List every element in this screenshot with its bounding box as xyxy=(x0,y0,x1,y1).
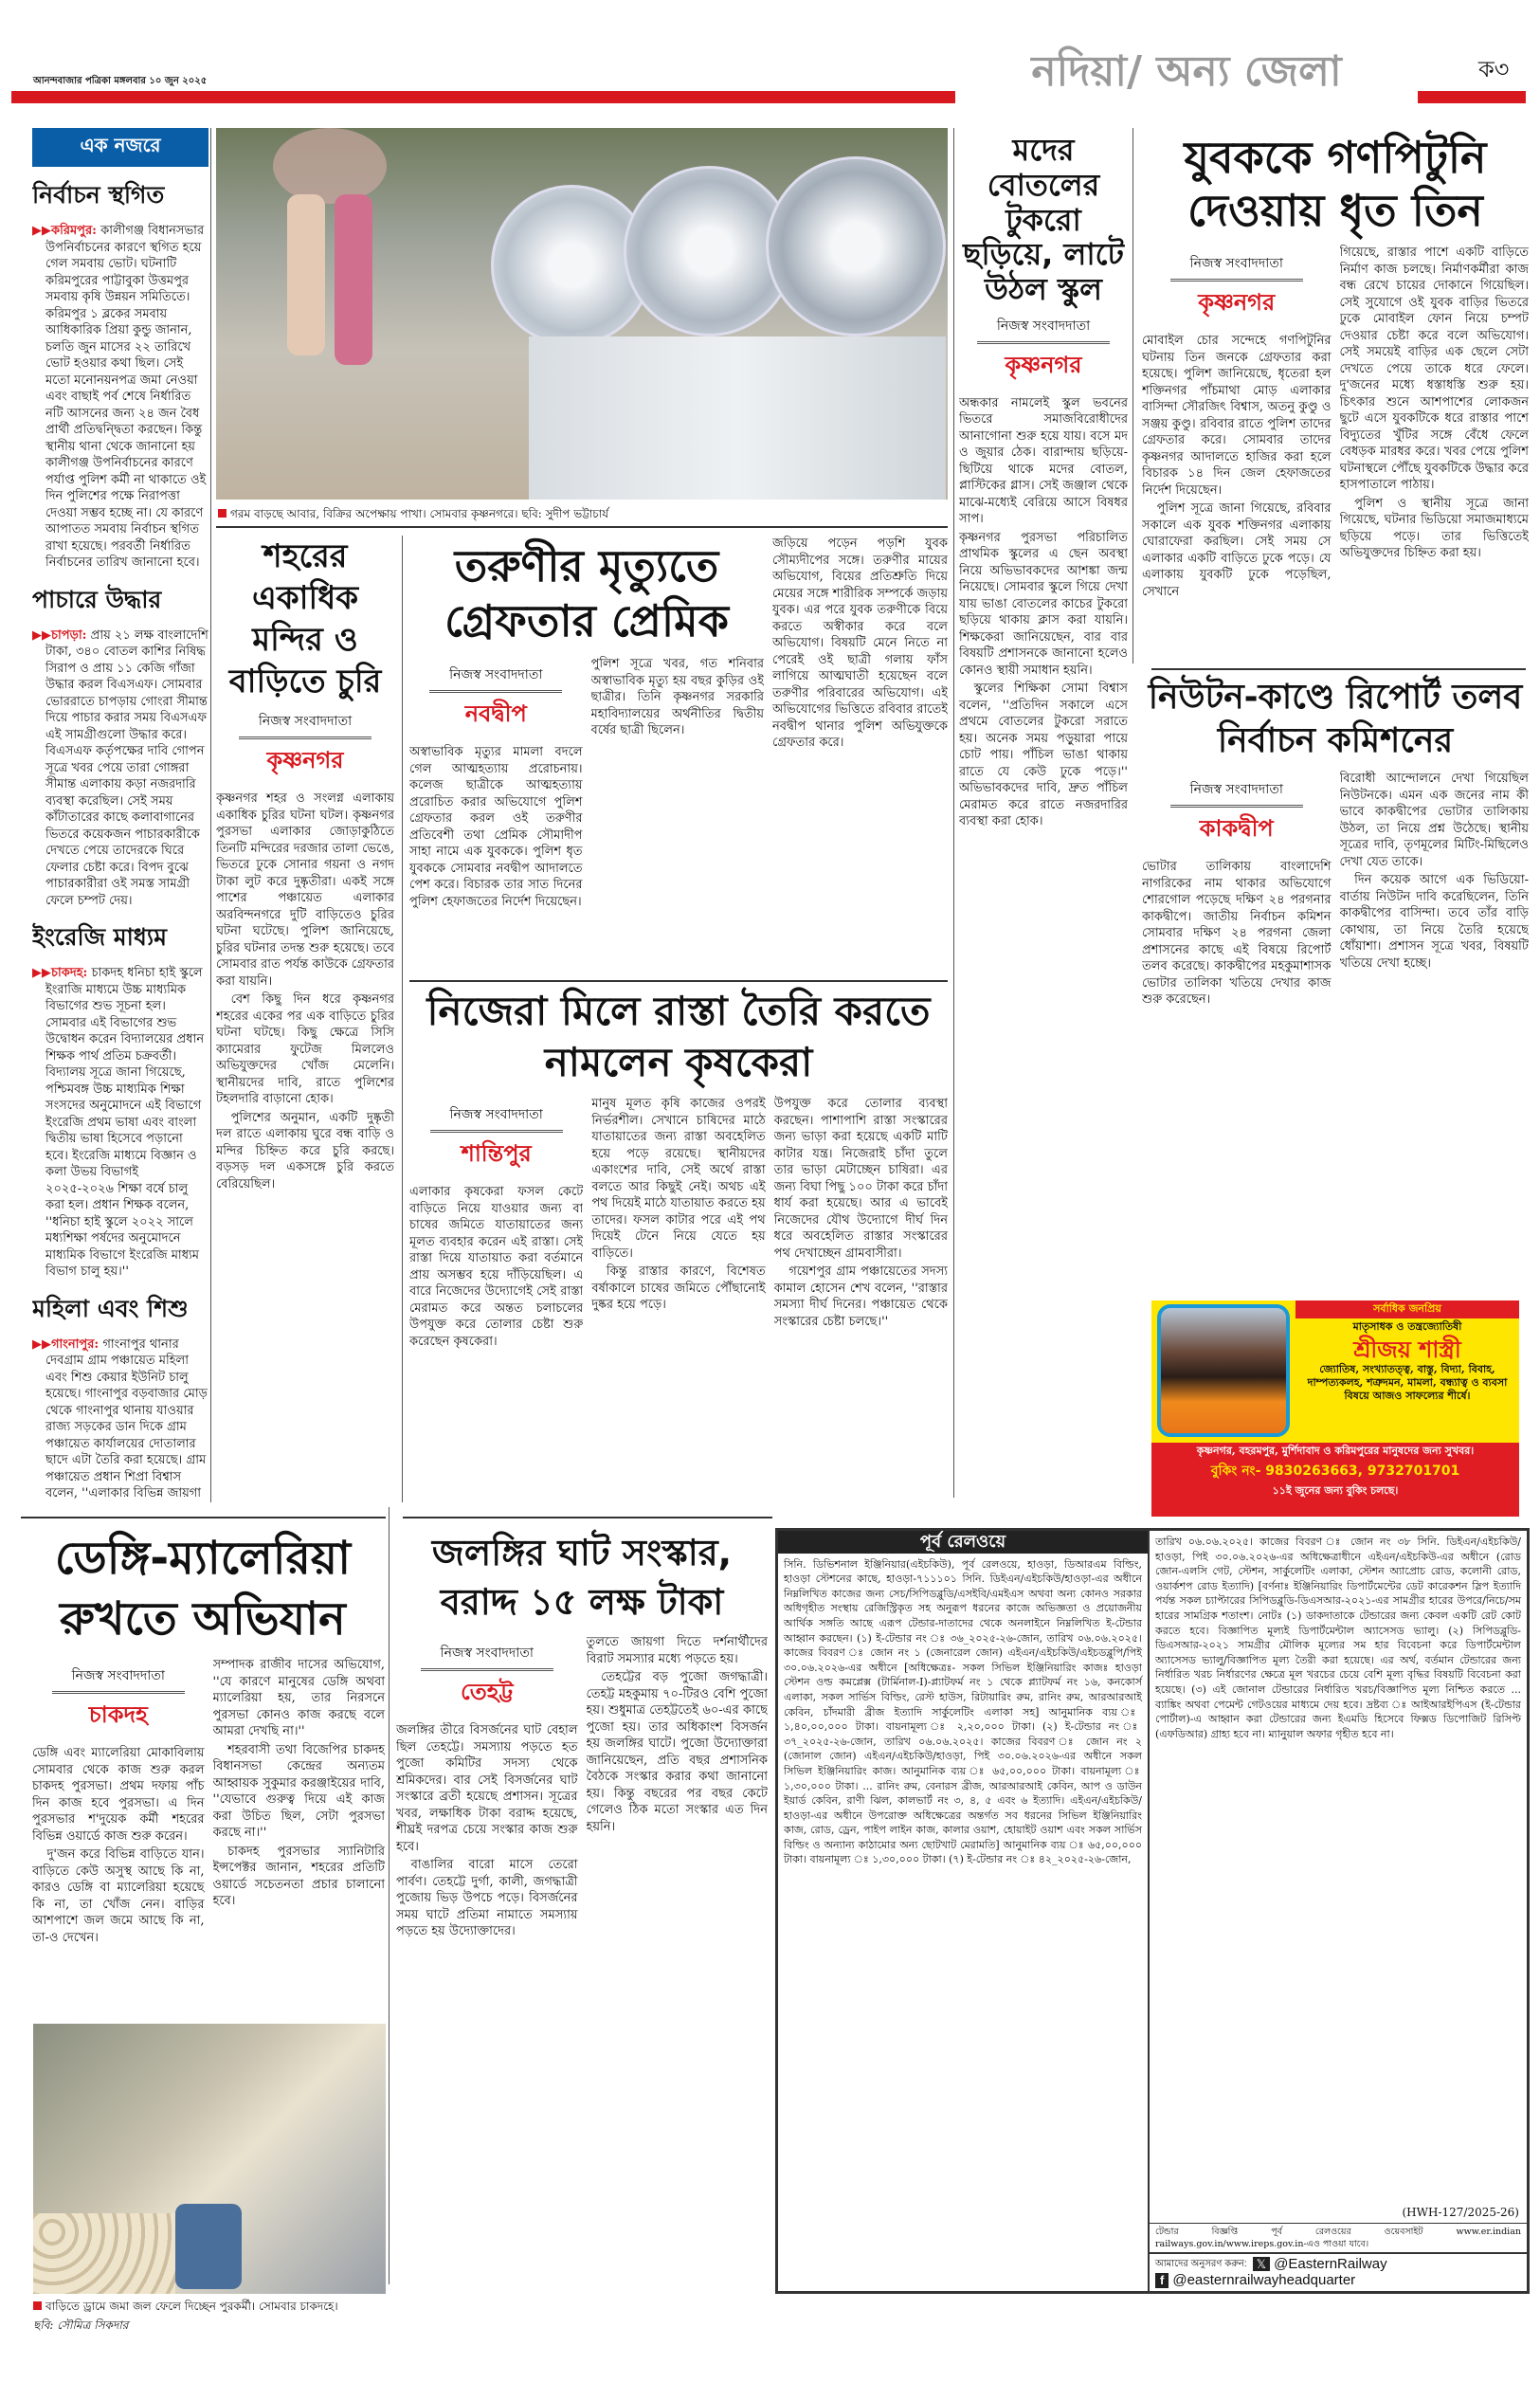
at-a-glance-column xyxy=(32,128,208,1502)
ad-name: শ্রীজয় শাস্ত্রী xyxy=(1353,1336,1461,1363)
person-shape xyxy=(287,194,325,355)
school-headline: মদের বোতলের টুকরো ছড়িয়ে, লাটে উঠল স্কুল xyxy=(963,132,1124,308)
school-article xyxy=(959,133,1128,1498)
arrow-icon: ▶▶ xyxy=(32,1336,51,1352)
brief-heading: মহিলা এবং শিশু xyxy=(32,1294,189,1322)
tender-website-note[interactable]: টেন্ডার বিজ্ঞপ্তি পূর্ব রেলওয়ের ওয়েবসাইট www.er.indian railways.gov.in/www.ireps.gov.in-এও পাওয়া যাবে। xyxy=(1150,2223,1527,2252)
road-article xyxy=(409,986,948,1502)
paragraph: অন্ধকার নামলেই স্কুল ভবনের ভিতরে সমাজবিরোধীদের আনাগোনা শুরু হয়ে যায়। বসে মদ ও জুয়ার ঠেক। বারান্দায় ছড়িয়ে-ছিটিয়ে থাকে মদের বোতল, প্লাস্টিকের গ্লাস। সেই জঞ্জাল থেকে মাঝে-মধ্যেই বেরিয়ে আসে বিষধর সাপ। xyxy=(959,395,1128,527)
brief-text: কালীগঞ্জ বিধানসভার উপনির্বাচনের কারণে স্থগিত হয়ে গেল সমবায় ভোট। ঘটনাটি করিমপুরের পাট্টাবুকা উত্তমপুর সমবায় কৃষি উন্নয়ন সমিতিতে। করিমপুর ১ ব্লকের সমবায় আধিকারিক প্রিয়া কুন্ডু জানান, চলতি জুন মাসের ২২ তারিখে ভোট হওয়ার কথা ছিল। সেই মতো মনোনয়নপত্র জমা নেওয়া এবং বাছাই পর্ব শেষে নির্ধারিত নটি আসনের জন্য ২৪ জন বৈধ প্রার্থী প্রতিদ্বন্দ্বিতা করছেন। কিন্তু স্থানীয় থানা থেকে জানানো হয় কালীগঞ্জ উপনির্বাচনের কারণে পর্যাপ্ত পুলিশ কর্মী না থাকাতে ওই দিন পুলিশের পক্ষে নিরাপত্তা দেওয়া সম্ভব হচ্ছে না। যে কারণে আপাতত সমবায় নির্বাচন স্থগিত রাখা হয়েছে। পরবর্তী নির্ধারিত নির্বাচনের তারিখ জানানো হবে। xyxy=(45,224,207,570)
death-body-col1 xyxy=(409,744,583,976)
ghat-body-col1 xyxy=(396,1722,578,2286)
brief-text: চাকদহ ধনিচা হাই স্কুলে ইংরাজি মাধ্যমে উচ্চ মাধ্যমিক বিভাগের শুভ সূচনা হল। সোমবার এই বিভাগের শুভ উদ্বোধন করেন বিদ্যালয়ের প্রধান শিক্ষক পার্থ প্রতিম চক্রবর্তী। বিদ্যালয় সূত্রে জানা গিয়েছে, পশ্চিমবঙ্গ উচ্চ মাধ্যমিক শিক্ষা সংসদের অনুমোদনে এই বিভাগে ইংরেজি প্রথম ভাষা এবং বাংলা দ্বিতীয় ভাষা হিসেবে পড়ানো হবে। ইংরেজি মাধ্যমে বিজ্ঞান ও কলা উভয় বিভাগই ২০২৫-২০২৬ শিক্ষা বর্ষে চালু করা হল। প্রধান শিক্ষক বলেন, ''ধনিচা হাই স্কুলে ২০২২ সালে মধ্যশিক্ষা পর্ষদের অনুমোদনে মাধ্যমিক বিভাগে ইংরেজি মাধ্যম বিভাগ চালু হয়।'' xyxy=(45,966,205,1279)
road-col1 xyxy=(409,1096,583,1502)
dengue-columns xyxy=(21,1657,385,2019)
dengue-caption xyxy=(33,2299,386,2337)
paragraph: অস্বাভাবিক মৃত্যুর মামলা বদলে গেল আত্মহত্যায় প্ররোচনায়। কলেজ ছাত্রীকে আত্মহত্যায় প্ররোচিত করার অভিযোগে পুলিশ গ্রেফতার করল ওই তরুণীর প্রতিবেশী তথা প্রেমিক সৌমাদীপ সাহা নামে এক যুবককে। পুলিশ ধৃত যুবককে সোমবার নবদ্বীপ আদালতে পেশ করে। বিচারক তার সাত দিনের পুলিশ হেফাজতের নির্দেশ দিয়েছেন। xyxy=(409,745,583,909)
dengue-body-col2 xyxy=(213,1657,386,2019)
death-col1 xyxy=(409,656,583,976)
tender-right-text-box xyxy=(1150,1531,1527,2204)
paragraph: পুলিশ ও স্থানীয় সূত্রে জানা গিয়েছে, ঘটনার ভিডিয়ো সমাজমাধ্যমে ছড়িয়ে পড়ে। তার ভিত্তিতেই অভিযুক্তদের চিহ্নিত করা হয়। xyxy=(1339,496,1529,560)
dateline-place: শান্তিপুর xyxy=(461,1140,532,1167)
brief-heading: পাচারে উদ্ধার xyxy=(32,585,162,613)
dateline-place: কৃষ্ণনগর xyxy=(1005,351,1082,378)
byline: নিজস্ব সংবাদদাতা xyxy=(430,1103,563,1133)
fan-stands-shape xyxy=(529,336,946,500)
follow-label: আমাদের অনুসরণ করুন: xyxy=(1155,2258,1247,2269)
brief-heading: নির্বাচন স্থগিত xyxy=(32,181,165,209)
paragraph: সম্পাদক রাজীব দাসের অভিযোগ, ''যে কারণে মানুষের ডেঙ্গি অথবা ম্যালেরিয়া হয়, তার নিরসনে পুরসভা কোনও কাজ করছে বলে আমরা দেখছি না।'' xyxy=(212,1658,385,1738)
facebook-logo-icon: f xyxy=(1155,2273,1169,2288)
mob-col1 xyxy=(1142,245,1332,662)
road-headline: নিজেরা মিলে রাস্তা তৈরি করতে নামলেন কৃষকেরা xyxy=(426,988,931,1085)
paragraph: উপযুক্ত করে তোলার ব্যবস্থা করছেন। পাশাপাশি রাস্তা সংস্কারের জন্য ভাড়া করা হয়েছে একটি মাটি কাটার যন্ত্র। নিজেরাই চাঁদা তুলে তার ভাড়া মেটাচ্ছেন চাষিরা। এর জন্য বিঘা পিছু ১০০ টাকা করে চাঁদা ধার্য করা হয়েছে। আর এ ভাবেই নিজেদের যৌথ উদ্যোগে দীর্ঘ দিন ধরে অবহেলিত রাস্তার সংস্কারের পথ দেখাচ্ছেন গ্রামবাসীরা। xyxy=(773,1097,948,1261)
dateline-place: তেহট্ট xyxy=(461,1679,514,1705)
byline: নিজস্ব সংবাদদাতা xyxy=(421,1642,553,1671)
brief-heading: ইংরেজি মাধ্যম xyxy=(32,923,168,951)
column-rule xyxy=(953,128,954,1498)
x-handle-link[interactable]: @EasternRailway xyxy=(1274,2255,1387,2272)
death-body-col2 xyxy=(591,656,765,976)
ad-text-panel xyxy=(1295,1300,1519,1443)
ad-services: জ্যোতিষ, সংখ্যাতত্ত্ব, বাস্তু, বিদ্যা, বিবাহ, দাম্পত্যকলহ, শত্রুদমন, মামলা, বন্ধ্যাত্ব ও ব্যবসা বিষয়ে আজও সাফল্যের শীর্ষে। xyxy=(1307,1363,1508,1402)
ghat-article xyxy=(396,1528,768,2286)
paragraph: দিন কয়েক আগে এক ভিডিয়ো-বার্তায় নিউটন দাবি করেছিলেন, তিনি কাকদ্বীপের বাসিন্দা। তবে তাঁর বাড়ি কোথায়, তা নিয়ে তৈরি হয়েছে ধোঁয়াশা। প্রশাসন সূত্রে খবর, বিষয়টি খতিয়ে দেখা হচ্ছে। xyxy=(1339,873,1529,971)
mob-body-col2 xyxy=(1340,245,1530,662)
death-body-col3 xyxy=(772,536,948,976)
caption-text: বাড়িতে ড্রামে জমা জল ফেলে দিচ্ছেন পুরকর্মী। সোমবার চাকদহে। xyxy=(45,2300,338,2313)
road-body-col2 xyxy=(591,1096,765,1502)
byline: নিজস্ব সংবাদদাতা xyxy=(1170,778,1303,808)
death-columns xyxy=(409,656,764,976)
brief-place: চাপড়া: xyxy=(51,627,87,643)
paragraph: বেশ কিছু দিন ধরে কৃষ্ণনগর শহরের একের পর এক বাড়িতে চুরির ঘটনা ঘটছে। কিছু ক্ষেত্রে সিসি ক্যামেরার ফুটেজ মিললেও অভিযুক্তদের খোঁজ মেলেনি। স্থানীয়দের দাবি, রাতে পুলিশের টহলদারি বাড়ানো হোক। xyxy=(216,992,394,1106)
paragraph: পুলিশের অনুমান, একটি দুষ্কৃতী দল রাতে এলাকায় ঘুরে বন্ধ বাড়ি ও মন্দির চিহ্নিত করে চুরি করছে। বড়সড় দল একসঙ্গে চুরি করতে বেরিয়েছিল। xyxy=(216,1110,394,1191)
paragraph: কৃষ্ণনগর শহর ও সংলগ্ন এলাকায় একাধিক চুরির ঘটনা ঘটল। কৃষ্ণনগর পুরসভা এলাকার জোড়াকুঠিতে তিনটি মন্দিরের দরজার তালা ভেঙে, ভিতরে ঢুকে সোনার গয়না ও নগদ টাকা লুট করে দুষ্কৃতীরা। একই সঙ্গে পাশের পঞ্চায়েত এলাকার অরবিন্দনগরে দুটি বাড়িতেও চুরির ঘটনা ঘটেছে। পুলিশ জানিয়েছে, চুরির ঘটনার তদন্ত শুরু হয়েছে। তবে সোমবার রাত পর্যন্ত কাউকে গ্রেফতার করা যায়নি। xyxy=(216,791,394,989)
mob-headline: যুবককে গণপিটুনি দেওয়ায় ধৃত তিন xyxy=(1184,132,1487,236)
road-col3 xyxy=(774,1096,948,1502)
brief-item xyxy=(32,176,208,572)
brief-item xyxy=(32,918,208,1281)
newton-article xyxy=(1142,676,1529,1292)
page-number: ক৩ xyxy=(1478,56,1510,82)
photo-caption xyxy=(218,506,948,525)
dateline-place: চাকদহ xyxy=(88,1701,148,1728)
mob-col2 xyxy=(1340,245,1530,662)
ad-booking xyxy=(1151,1460,1519,1482)
newton-col2 xyxy=(1340,771,1530,1292)
newton-col1 xyxy=(1142,771,1332,1292)
sacks-shape xyxy=(33,2213,175,2294)
umbrella-shape xyxy=(273,128,387,204)
byline: নিজস্ব সংবাদদাতা xyxy=(977,315,1110,344)
ghat-columns xyxy=(396,1634,768,2286)
person-shape xyxy=(335,194,372,365)
drum-water-photo xyxy=(33,2024,386,2294)
paragraph: গয়েশপুর গ্রাম পঞ্চায়েতের সদস্য কামাল হোসেন শেখ বলেন, ''রাস্তার সমস্যা দীর্ঘ দিনের। পঞ্চায়েত থেকে সংস্কারের চেষ্টা চলছে।'' xyxy=(773,1264,948,1329)
road-col2 xyxy=(591,1096,765,1502)
road-body-col3 xyxy=(774,1096,948,1502)
ad-subtitle: মাতৃসাধক ও তন্ত্রজ্যোতিষী xyxy=(1352,1320,1462,1333)
fan-shape xyxy=(766,156,946,336)
paragraph: শহরবাসী তথা বিজেপির চাকদহ বিধানসভা কেন্দ্রের অন্যতম আহ্বায়ক সুকুমার করঞ্জাইয়ের দাবি, ''যেভাবে গুরুত্ব দিয়ে এই কাজ করা উচিত ছিল, সেটা পুরসভা করছে না।'' xyxy=(212,1742,385,1840)
booking-numbers: 9830263663, 9732701701 xyxy=(1265,1464,1460,1479)
byline: নিজস্ব সংবাদদাতা xyxy=(429,664,562,693)
paragraph: মোবাইল চোর সন্দেহে গণপিটুনির ঘটনায় তিন জনকে গ্রেফতার করা হয়েছে। পুলিশ জানিয়েছে, ধৃতেরা হল শক্তিনগর পাঁচমাথা মোড় এলাকার বাসিন্দা সৌরজিৎ বিশ্বাস, অতনু কুণ্ডু ও সঞ্জয় কুণ্ডু। রবিবার রাতে পুলিশ তাদের গ্রেফতার করে। সোমবার তাদের কৃষ্ণনগর আদালতে হাজির করা হলে বিচারক ১৪ দিন জেল হেফাজতের নির্দেশ দিয়েছেন। xyxy=(1142,334,1332,498)
caption-text: গরম বাড়ছে আবার, বিক্রির অপেক্ষায় পাখা। সোমবার কৃষ্ণনগরে। ছবি: সুদীপ ভট্টাচার্য xyxy=(230,507,609,520)
tender-left-col xyxy=(778,1531,1150,2291)
header-red-bar xyxy=(11,91,955,103)
dateline-place: কৃষ্ণনগর xyxy=(266,747,344,773)
paragraph: এলাকার কৃষকেরা ফসল কেটে বাড়িতে নিয়ে যাওয়ার জন্য বা চাষের জমিতে যাতায়াতের জন্য মূলত ব্যবহার করেন এই রাস্তা। সেই রাস্তা দিয়ে যাতায়াত করা বর্তমানে প্রায় অসম্ভব হয়ে দাঁড়িয়েছিল। এ বারে নিজেদের উদ্যোগেই সেই রাস্তা মেরামত করে অন্তত চলাচলের উপযুক্ত করে তোলার চেষ্টা শুরু করেছেন কৃষকেরা। xyxy=(409,1185,584,1349)
section-rule xyxy=(21,1517,386,1518)
drum-shape xyxy=(175,2204,242,2289)
byline: নিজস্ব সংবাদদাতা xyxy=(52,1664,185,1694)
section-rule xyxy=(409,980,948,982)
brief-item xyxy=(32,581,208,910)
temple-article xyxy=(216,536,394,1502)
photo-credit: ছবি: সৌমিত্র সিকদার xyxy=(33,2318,129,2332)
mob-body-col1 xyxy=(1142,333,1332,662)
mob-columns xyxy=(1142,245,1529,662)
school-body-b xyxy=(959,530,1128,1498)
newton-body-col1 xyxy=(1142,859,1332,1292)
paragraph: বাঙালির বারো মাসে তেরো পার্বণ। তেহট্টে দুর্গা, কালী, জগদ্ধাত্রী পুজোয় ভিড় উপচে পড়ে। বিসর্জনের সময় ঘাটে প্রতিমা নামাতে সমস্যায় পড়তে হয় উদ্যোক্তাদের। xyxy=(396,1858,578,1938)
eastern-railway-tender xyxy=(775,1528,1530,2294)
newton-columns xyxy=(1142,771,1529,1292)
ghat-headline: জলঙ্গির ঘাট সংস্কার, বরাদ্দ ১৫ লক্ষ টাকা xyxy=(431,1532,733,1623)
dengue-col1 xyxy=(21,1657,205,2019)
paragraph: ডেঙ্গি এবং ম্যালেরিয়া মোকাবিলায় সোমবার থেকে কাজ শুরু করল চাকদহ পুরসভা। প্রথম দফায় পাঁচ দিন কাজ হবে পুরসভা। এ দিন পুরসভার শ'দুয়েক কর্মী শহরের বিভিন্ন ওয়ার্ডে কাজ শুরু করেন। xyxy=(32,1746,205,1844)
tender-code: (HWH-127/2025-26) xyxy=(1402,2206,1519,2220)
school-body-a xyxy=(959,395,1128,530)
road-body-col1 xyxy=(409,1184,583,1502)
dateline-place: কৃষ্ণনগর xyxy=(1198,289,1276,316)
dengue-article xyxy=(21,1528,385,2019)
ghat-body-col2 xyxy=(587,1634,769,2286)
caption-square-icon xyxy=(218,509,226,518)
dengue-body-col1 xyxy=(32,1745,205,2019)
paragraph: কিন্তু রাস্তার কারণে, বিশেষত বর্ষাকালে চাষের জমিতে পৌঁছানোই দুষ্কর হয়ে পড়ে। xyxy=(591,1264,766,1312)
section-rule xyxy=(1151,668,1526,670)
temple-headline: শহরের একাধিক মন্দির ও বাড়িতে চুরি xyxy=(228,537,382,700)
tender-text-right: তারিখ ০৬.০৬.২০২৫। কাজের বিবরণ ঃ জোন নং ৩৮ সিনি. ডিইএন/এইচকিউ/ হাওড়া, পিই ৩০.০৬.২০২৬-এর অধিক্ষেত্রাধীনে এইএন/এইচকিউ-এর অধীনে (রোড জোন-এলসি গেট, স্টেশন, সার্কুলেটিং এলাকা, স্টেশন অ্যাপ্রোচ রোড, কলোনী রোড, ওয়ার্কশপ রোড ইত্যাদি) [বর্ণনাঃ ইঞ্জিনিয়ারিং ডিপার্টমেন্টের ডেট কারেকশন স্লিপ ইত্যাদি পর্যন্ত সকল চ্যাপ্টারের সিপিডব্লুডি-ডিএসআর-২০২১-এর সামগ্রীর হারের উপরে/নিচে/সম হারের সামগ্রিক শতাংশ। নোটঃ (১) ডাকদাতাকে টেন্ডারের জন্য কেবল একটি রেট কোট করতে হবে। বিজ্ঞাপিত মূল্যই ডিপার্টমেন্টাল অ্যাসেসড ভ্যালু। (২) সিপিডব্লুডি-ডিএসআর-২০২১ সামগ্রীর মৌলিক মূল্যের সম হার বিবেচনা করে ডিপার্টমেন্টাল অ্যাসেসড ভ্যালু/বিজ্ঞাপিত মূল্য তৈরী করা হয়েছে। এর অর্থ, বর্তমান টেন্ডারের জন্য নির্ধারিত খরচ নির্ধারণের ক্ষেত্রে মূল খরচের চেয়ে বেশি মূল্য বৃদ্ধির বিষয়টি বিবেচনা করা হয়েছে। (৩) এই জোনাল টেন্ডারের নির্ধারিত খরচ/বিজ্ঞাপিত মূল্য নিশ্চিত করতে ... ব্যাঙ্কিং অথবা পেমেন্ট গেটওয়ের মাধ্যমে দেয় হবে। দ্রষ্টব্য ঃ আইআরইপিএস (ই-টেন্ডার পোর্টাল)-এ আহ্বান করা টেন্ডারের জন্য ইএমডি হিসেবে ফিক্সড ডিপোজিট রিসিপ্ট (এফডিআর) গ্রাহ্য হবে না। ম্যানুয়াল অফার গৃহীত হবে না। xyxy=(1155,1536,1521,1740)
brief-place: গাংনাপুর: xyxy=(51,1336,100,1352)
paragraph: স্কুলের শিক্ষিকা সোমা বিশ্বাস বলেন, ''প্রতিদিন সকালে এসে প্রথমে বোতলের টুকরো সরাতে হয়। অনেক সময় পড়ুয়ারা পায়ে চোট পায়। পাঁচিল ভাঙা থাকায় রাতে যে কেউ ঢুকে পড়ে।'' অভিভাবকদের দাবি, দ্রুত পাঁচিল মেরামত করে রাতে নজরদারির ব্যবস্থা করা হোক। xyxy=(959,682,1128,829)
paragraph: কৃষ্ণনগর পুরসভা পরিচালিত প্রাথমিক স্কুলের এ ছেন অবস্থা নিয়ে অভিভাবকদের আশঙ্কা জন্ম নিয়েছে। সোমবার স্কুলে গিয়ে দেখা যায় ভাঙা বোতলের কাচের টুকরো ছড়িয়ে থাকায় ক্লাস করা যায়নি। শিক্ষকেরা জানিয়েছেন, বার বার বিষয়টি প্রশাসনকে জানানো হলেও কোনও স্থায়ী সমাধান হয়নি। xyxy=(959,530,1128,678)
section-rule xyxy=(403,1517,772,1518)
column-rule xyxy=(402,536,403,1502)
section-title: নদিয়া/ অন্য জেলা xyxy=(1031,47,1342,96)
death-headline: তরুণীর মৃত্যুতে গ্রেফতার প্রেমিক xyxy=(444,540,729,646)
column-rule xyxy=(1132,128,1133,664)
header-red-bar-right xyxy=(1418,91,1526,103)
social-follow-bar xyxy=(1150,2252,1527,2291)
booking-label: বুকিং নং- xyxy=(1210,1464,1261,1479)
paragraph: জলঙ্গির তীরে বিসর্জনের ঘাট বেহাল ছিল তেহট্টে। সমস্যায় পড়তে হত পুজো কমিটির সদস্য থেকে শ্রমিকদের। বার সেই বিসর্জনের ঘাট সংস্কারে ব্রতী হয়েছে প্রশাসন। সূত্রের খবর, লক্ষাধিক টাকা বরাদ্দ হয়েছে, শীঘ্রই দরপত্র চেয়ে সংস্কার কাজ শুরু হবে। xyxy=(396,1723,578,1854)
mob-article xyxy=(1142,131,1529,662)
death-col2 xyxy=(591,656,765,976)
astrologer-ad[interactable] xyxy=(1151,1300,1519,1517)
brief-place: চাকদহ: xyxy=(51,966,88,980)
paragraph: তেহট্টের বড় পুজো জগদ্ধাত্রী। তেহট্ট মহকুমায় ৭০-টিরও বেশি পুজো হয়। শুধুমাত্র তেহট্টতেই ৬০-এর কাছে পুজো হয়। তার অধিকাংশ বিসর্জন হয় জলঙ্গির ঘাটে। পুজো উদ্যোক্তারা জানিয়েছেন, প্রতি বছর প্রশাসনিক বৈঠকে সংস্কার করার কথা জানানো হয়। কিন্তু বছরের পর বছর কেটে গেলেও ঠিক মতো সংস্কার এত দিন হয়নি। xyxy=(586,1670,768,1834)
ad-top-label: সর্বাধিক জনপ্রিয় xyxy=(1295,1300,1519,1318)
paragraph: বিরোধী আন্দোলনে দেখা গিয়েছিল নিউটনকে। এমন এক জনের নাম কী ভাবে কাকদ্বীপের ভোটার তালিকায় উঠল, তা নিয়ে প্রশ্ন উঠেছে। স্থানীয় সূত্রের দাবি, তৃণমূলের মিটিং-মিছিলেও দেখা যেত তাকে। xyxy=(1339,772,1529,869)
astrologer-photo xyxy=(1157,1304,1290,1437)
tender-title: পূর্ব রেলওয়ে xyxy=(778,1531,1148,1554)
newton-body-col2 xyxy=(1340,771,1530,1292)
facebook-handle-link[interactable]: @easternrailwayheadquarter xyxy=(1172,2272,1356,2289)
dengue-col2 xyxy=(213,1657,386,2019)
ghat-col1 xyxy=(396,1634,578,2286)
tender-right-col xyxy=(1150,1531,1527,2291)
dateline-place: কাকদ্বীপ xyxy=(1199,815,1274,842)
caption-square-icon xyxy=(33,2301,42,2310)
temple-body xyxy=(216,791,394,1502)
column-rule xyxy=(389,1507,390,2284)
paragraph: জড়িয়ে পড়েন পড়শি যুবক সৌম্যদীপের সঙ্গে। তরুণীর মায়ের অভিযোগ, বিয়ের প্রতিশ্রুতি দিয়ে মেয়ের সঙ্গে শারীরিক সম্পর্কে জড়ায় যুবক। এর পরে যুবক তরুণীকে বিয়ে করতে অস্বীকার করে বলে অভিযোগ। বিষয়টি মেনে নিতে না পেরেই ওই ছাত্রী গলায় ফাঁস লাগিয়ে আত্মঘাতী হয়েছেন বলে তরুণীর পরিবারের অভিযোগ। এই অভিযোগের ভিত্তিতে রবিবার রাতেই নবদ্বীপ থানার পুলিশ অভিযুক্তকে গ্রেফতার করে। xyxy=(772,536,948,750)
dengue-headline: ডেঙ্গি-ম্যালেরিয়া রুখতে অভিযান xyxy=(54,1532,352,1646)
paragraph: পুলিশ সূত্রে জানা গিয়েছে, রবিবার সকালে এক যুবক শক্তিনগর এলাকায় ঘোরাফেরা করছিল। সেই সময় সে এলাকার একটি বাড়িতে ঢুকে পড়ে। যে এলাকায় যুবকটি ঢুকে পড়েছিল, সেখানে xyxy=(1142,501,1332,599)
fans-photo xyxy=(216,128,948,500)
arrow-icon: ▶▶ xyxy=(32,966,51,980)
paragraph: তুলতে জায়গা দিতে দর্শনার্থীদের বিরাট সমস্যার মধ্যে পড়তে হয়। xyxy=(586,1635,768,1666)
road-columns xyxy=(409,1096,948,1502)
x-logo-icon: 𝕏 xyxy=(1253,2257,1270,2272)
brief-text: গাংনাপুর থানার দেবগ্রাম গ্রাম পঞ্চায়েত মহিলা এবং শিশু কেয়ার ইউনিট চালু হয়েছে। গাংনাপুর বড়বাজার মোড় থেকে গাংনাপুর থানায় যাওয়ার রাজ্য সড়কের ডান দিকে গ্রাম পঞ্চায়েত কার্যালয়ের দোতালার ছাদে এটা তৈরি করা হয়েছে। গ্রাম পঞ্চায়েত প্রধান শিপ্রা বিশ্বাস বলেন, ''এলাকার বিভিন্ন জায়গা xyxy=(45,1336,208,1500)
arrow-icon: ▶▶ xyxy=(32,627,51,643)
ad-upper xyxy=(1151,1300,1519,1443)
brief-text: প্রায় ২১ লক্ষ বাংলাদেশি টাকা, ৩৪০ বোতল কাশির নিষিদ্ধ সিরাপ ও প্রায় ১১ কেজি গাঁজা উদ্ধার করল বিএসএফ। সোমবার ভোররাতে চাপড়ায় গোংরা সীমান্ত দিয়ে পাচার করার সময় বিএসএফ এই সামগ্রীগুলো উদ্ধার করে। বিএসএফ কর্তৃপক্ষের দাবি গোপন সূত্রে খবর পেয়ে তারা গোঙ্গরা সীমান্ত এলাকায় কড়া নজরদারি ব্যবস্থা করেছিল। সেই সময় কাঁটাতারের কাছে কলাবাগানের ভিতরে কয়েকজন পাচারকারীকে দেখতে পেয়ে তাদেরকে ঘিরে ফেলার চেষ্টা করে। বিপদ বুঝে পাচারকারীরা ওই সমস্ত সামগ্রী ফেলে চম্পট দেয়। xyxy=(45,627,208,908)
paragraph: দু'জন করে বিভিন্ন বাড়িতে যান। বাড়িতে কেউ অসুস্থ আছে কি না, কারও ডেঙ্গি বা ম্যালেরিয়া হয়েছে কি না, তা খোঁজ নেন। বাড়ির আশপাশে জল জমে আছে কি না, তা-ও দেখেন। xyxy=(32,1847,205,1945)
dateline: আনন্দবাজার পত্রিকা মঙ্গলবার ১০ জুন ২০২৫ xyxy=(33,76,208,86)
ad-places: কৃষ্ণনগর, বহরমপুর, মুর্শিদাবাদ ও করিমপুরের মানুষদের জন্য সুখবর। xyxy=(1196,1445,1475,1457)
ad-booking-note: ১১ই জুনের জন্য বুকিং চলছে। xyxy=(1272,1484,1399,1497)
section-rule xyxy=(216,526,948,528)
at-a-glance-title: এক নজরে xyxy=(32,128,208,167)
paragraph: ভোটার তালিকায় বাংলাদেশি নাগরিকের নাম থাকার অভিযোগে শোরগোল পড়েছে দক্ষিণ ২৪ পরগনার কাকদ্বীপে। জাতীয় নির্বাচন কমিশন সোমবার দক্ষিণ ২৪ পরগনা জেলা প্রশাসনের কাছে এই বিষয়ে রিপোর্ট তলব করেছে। কাকদ্বীপের মহকুমাশাসক ভোটার তালিকা খতিয়ে দেখার কাজ শুরু করেছেন। xyxy=(1142,860,1332,1007)
paragraph: গিয়েছে, রাস্তার পাশে একটি বাড়িতে নির্মাণ কাজ চলছে। নির্মাণকর্মীরা কাজ বন্ধ রেখে চায়ের দোকানে গিয়েছিল। সেই সুযোগে ওই যুবক বাড়ির ভিতরে ঢুকে মোবাইল ফোন নিয়ে চম্পট দেওয়ার চেষ্টা করে বলে অভিযোগ। সেই সময়েই বাড়ির এক ছেলে সেটা দেখতে পেয়ে তাকে ধরে ফেলে। দু'জনের মধ্যে ধস্তাধস্তি শুরু হয়। চিৎকার শুনে আশপাশের লোকজন ছুটে এসে যুবকটিকে ধরে রাস্তার পাশে বিদ্যুতের খুঁটির সঙ্গে বেঁধে ফেলে বেধড়ক মারধর করে। খবর পেয়ে পুলিশ ঘটনাস্থলে পৌঁছে যুবকটিকে উদ্ধার করে হাসপাতালে পাঠায়। xyxy=(1339,245,1529,492)
brief-item xyxy=(32,1290,208,1503)
paragraph: মানুষ মূলত কৃষি কাজের ওপরই নির্ভরশীল। সেখানে চাষিদের মাঠে যাতায়াতের জন্য রাস্তা অবহেলিত হয়ে পড়ে রয়েছে। স্থানীয়দের একাংশের দাবি, সেই অর্থে রাস্তা বলতে আর কিছুই নেই। অথচ এই পথ দিয়েই মাঠে যাতায়াত করতে হয় তাদের। ফসল কাটার পরে এই পথ দিয়েই টেনে নিয়ে যেতে হয় বাড়িতে। xyxy=(591,1097,766,1261)
tender-text-left: সিনি. ডিভিশনাল ইঞ্জিনিয়ার(এইচকিউ), পূর্ব রেলওয়ে, হাওড়া, ডিআরএম বিল্ডিং, হাওড়া স্টেশনের কাছে, হাওড়া-৭১১১০১ সিনি. ডিইএন/এইচকিউ/হাওড়া-এর অধীনে নিম্নলিখিত কাজের জন্য সেচ/সিপিডব্লুডি/এসইবি/এমইএস অথবা অন্য কোনও সরকার অধিগৃহীত সংস্থায় রেজিস্ট্রিকৃত সহ অনুরূপ ধরনের কাজে অভিজ্ঞতা ও প্রয়োজনীয় আর্থিক সঙ্গতি আছে এরূপ টেন্ডার-দাতাদের থেকে অনলাইনে নিম্নলিখিত ই-টেন্ডার আহ্বান করছেন। (১) ই-টেন্ডার নং ঃ ৩৬_২০২৫-২৬-জোন, তারিখ ০৬.০৬.২০২৫। কাজের বিবরণ ঃ জোন নং ১ (জেনারেল জোন) এইএন/এইচকিউ/এইচডব্লুপি/পিই ৩০.০৬.২০২৬-এর অধীনে [অধিক্ষেত্রঃ- সকল সিভিল ইঞ্জিনিয়ারিং কাজঃ হাওড়া স্টেশন ওল্ড কমপ্লেক্স (টার্মিনাল-I)-প্ল্যাটফর্ম নং ১ থেকে প্ল্যাটফর্ম নং ১৬, কনকোর্স এলাকা, সকল সার্ভিস বিল্ডিং, রেস্ট হাউস, রিটায়ারিং রুম, রানিং রুম, আরআরআই কেবিন, চাঁদমারী ব্রীজ ইত্যাদি সার্কুলেটিং এলাকা সহ] আনুমানিক ব্যয় ঃ ১,৪০,০০,০০০ টাকা। বায়নামূল্য ঃ ২,২০,০০০ টাকা। (২) ই-টেন্ডার নং ঃ ৩৭_২০২৫-২৬-জোন, তারিখ ০৬.০৬.২০২৫। কাজের বিবরণ ঃ জোন নং ২ (জোনাল জোন) এইএন/এইচকিউ/হাওড়া, পিই ৩০.০৬.২০২৬-এর অধীনে সকল সিভিল ইঞ্জিনিয়ারিং কাজ। আনুমানিক ব্যয় ঃ ৬৫,০০,০০০ টাকা। বায়নামূল্য ঃ ১,৩০,০০০ টাকা। ... রানিং রুম, বেনারস ব্রীজ, আরআরআই কেবিন, আপ ও ডাউন ইয়ার্ড কেবিন, রাণী ঝিল, কালভার্ট নং ৩, ৪, ৫ এবং ৬ ইত্যাদি। এইএন/এইচকিউ/হাওড়া-এর অধীনে উপরোক্ত অধিক্ষেত্রের অন্তর্গত সব ধরনের সিভিল ইঞ্জিনিয়ারিং কাজ, রোড, ড্রেন, পাইপ লাইন কাজ, কালার ওয়াশ, হোয়াইট ওয়াশ এবং সকল সার্ভিস বিল্ডিং ও অন্যান্য কাঠামোর অন্য ছোটখাট মেরামতি] আনুমানিক ব্যয় ঃ ৬৫,০০,০০০ টাকা। বায়নামূল্য ঃ ১,৩০,০০০ টাকা। (৭) ই-টেন্ডার নং ঃ ৪২_২০২৫-২৬-জোন, xyxy=(784,1557,1142,1866)
paragraph: চাকদহ পুরসভার স্যানিটারি ইন্সপেক্টর জানান, শহরের প্রতিটি ওয়ার্ডে সচেতনতা প্রচার চালানো হবে। xyxy=(212,1844,385,1908)
dateline-place: নবদ্বীপ xyxy=(464,700,527,727)
column-rule xyxy=(210,128,211,1502)
death-article xyxy=(409,538,764,976)
newton-headline: নিউটন-কাণ্ডে রিপোর্ট তলব নির্বাচন কমিশনের xyxy=(1148,678,1523,760)
byline: নিজস্ব সংবাদদাতা xyxy=(239,710,371,739)
ghat-col2 xyxy=(587,1634,769,2286)
brief-place: করিমপুর: xyxy=(51,224,97,238)
paragraph: পুলিশ সূত্রে খবর, গত শনিবার অস্বাভাবিক মৃত্যু হয় বছর কুড়ির ওই ছাত্রীর। তিনি কৃষ্ণনগর সরকারি মহাবিদ্যালয়ের অর্থনীতির দ্বিতীয় বর্ষের ছাত্রী ছিলেন। xyxy=(590,657,764,737)
byline: নিজস্ব সংবাদদাতা xyxy=(1170,252,1303,282)
arrow-icon: ▶▶ xyxy=(32,224,51,238)
